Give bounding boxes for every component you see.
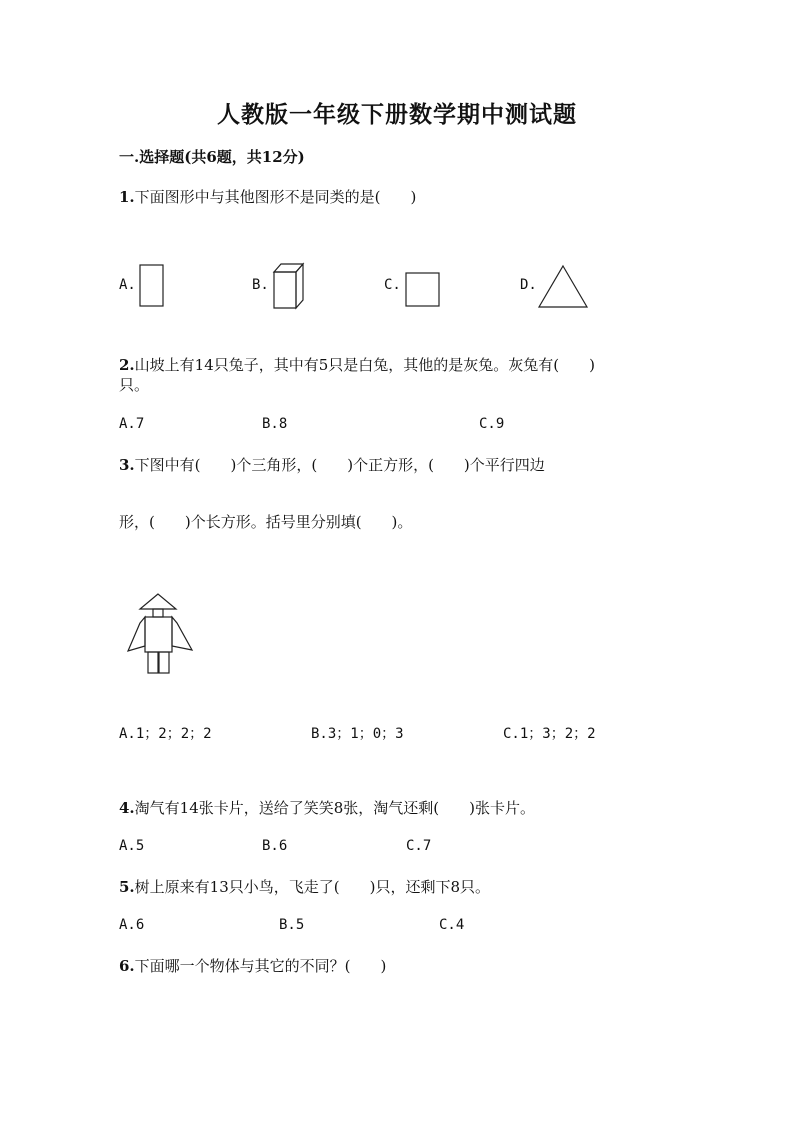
- question-3: [119, 454, 545, 475]
- question-number: 6.: [119, 957, 135, 975]
- question-text: 下面图形中与其他图形不是同类的是( ): [134, 188, 417, 206]
- option-b: B.6: [262, 838, 288, 854]
- question-number: 5.: [119, 878, 135, 896]
- option-c: C.7: [406, 838, 432, 854]
- question-number: 2.: [119, 356, 135, 374]
- question-text: 山坡上有14只兔子，其中有5只是白兔，其他的是灰兔。灰兔有( ): [134, 356, 596, 374]
- option-label: D.: [520, 277, 537, 293]
- section-heading: 一.选择题(共6题，共12分): [119, 148, 305, 166]
- cuboid-shape: [272, 262, 306, 310]
- robot-figure: [126, 592, 196, 676]
- option-a: A.1；2；2；2: [119, 726, 212, 742]
- question-text: 下面哪一个物体与其它的不同？( ): [134, 957, 387, 975]
- triangle-shape: [538, 264, 590, 310]
- option-b: B.8: [262, 416, 288, 432]
- option-a: A.7: [119, 416, 145, 432]
- question-text: 树上原来有13只小鸟，飞走了( )只，还剩下8只。: [134, 878, 491, 896]
- question-4: [119, 797, 535, 818]
- option-b: B.5: [279, 917, 305, 933]
- rectangle-shape: [139, 264, 165, 308]
- option-c: C.4: [439, 917, 465, 933]
- question-1: [119, 186, 416, 207]
- square-shape: [405, 272, 441, 308]
- option-a: A.6: [119, 917, 145, 933]
- question-text-continued: 只。: [119, 376, 150, 394]
- option-label: A.: [119, 277, 136, 293]
- option-c: C.9: [479, 416, 505, 432]
- question-text: 下图中有( )个三角形，( )个正方形，( )个平行四边: [134, 456, 545, 474]
- question-number: 1.: [119, 188, 135, 206]
- option-c: C.1；3；2；2: [503, 726, 596, 742]
- question-number: 3.: [119, 456, 135, 474]
- question-number: 4.: [119, 799, 135, 817]
- option-label: C.: [384, 277, 401, 293]
- question-6: [119, 955, 386, 976]
- question-2: [119, 354, 595, 375]
- question-text-continued: 形，( )个长方形。括号里分别填( )。: [119, 513, 413, 531]
- option-a: A.5: [119, 838, 145, 854]
- option-label: B.: [252, 277, 269, 293]
- question-5: [119, 876, 490, 897]
- option-b: B.3；1；0；3: [311, 726, 404, 742]
- question-text: 淘气有14张卡片，送给了笑笑8张，淘气还剩( )张卡片。: [134, 799, 536, 817]
- page-title: 人教版一年级下册数学期中测试题: [217, 101, 577, 128]
